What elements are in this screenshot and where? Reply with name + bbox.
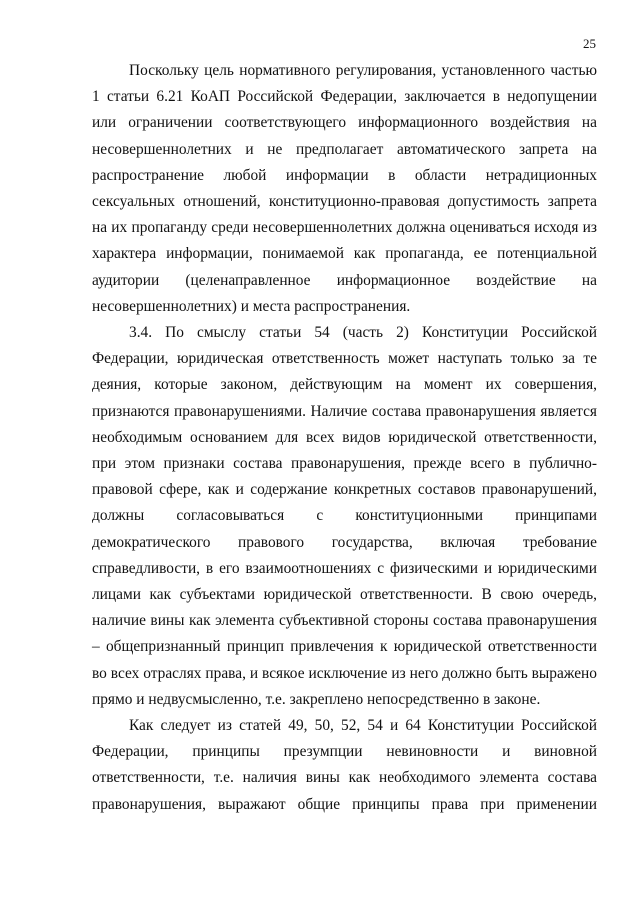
paragraph-2: 3.4. По смыслу статьи 54 (часть 2) Конституции Российской Федерации, юридическая ответственность может наступать только за те деяния, которые законом, действующим на момент их совершения, признаются правонарушениями. Наличие состава правонарушения является необходимым основанием для всех видов юридической ответственности, при этом признаки состава правонарушения, прежде всего в публично-правовой сфере, как и содержание конкретных составов правонарушений, должны согласовываться с конституционными принципами демократического правового государства, включая требование справедливости, в его взаимоотношениях с физическими и юридическими лицами как субъектами юридической ответственности. В свою очередь, наличие вины как элемента субъективной стороны состава правонарушения – общепризнанный принцип привлечения к юридической ответственности во всех отраслях права, и всякое исключение из него должно быть выражено прямо и недвусмысленно, т.е. закреплено непосредственно в законе. <box>92 324 597 708</box>
page-number: 25 <box>583 36 596 51</box>
body-text <box>92 58 597 818</box>
paragraph-3: Как следует из статей 49, 50, 52, 54 и 64 Конституции Российской Федерации, принципы презумпции невиновности и виновной ответственности, т.е. наличия вины как необходимого элемента состава правонарушения, выражают общие принципы права при применении <box>92 717 597 813</box>
paragraph-1: Поскольку цель нормативного регулирования, установленного частью 1 статьи 6.21 КоАП Российской Федерации, заключается в недопущении или ограничении соответствующего информационного воздействия на несовершеннолетних и не предполагает автоматического запрета на распространение любой информации в области нетрадиционных сексуальных отношений, конституционно-правовая допустимость запрета на их пропаганду среди несовершеннолетних должна оцениваться исходя из характера информации, понимаемой как пропаганда, ее потенциальной аудитории (целенаправленное информационное воздействие на несовершеннолетних) и места распространения. <box>92 62 597 315</box>
